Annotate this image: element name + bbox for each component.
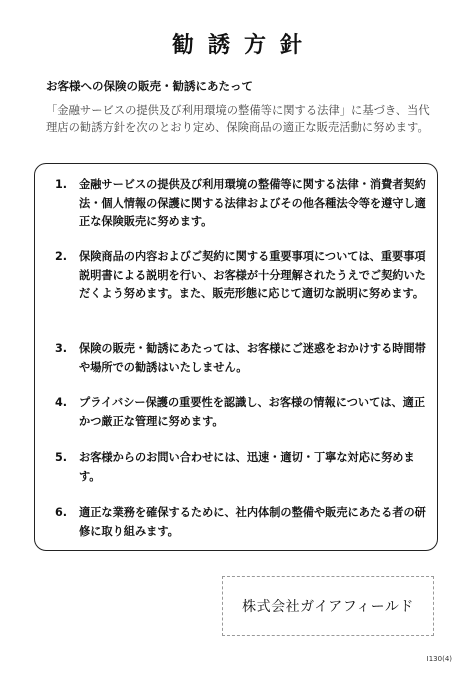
policy-item-number: 1. — [55, 178, 68, 191]
policy-item-1 — [55, 176, 427, 232]
policy-item-6 — [55, 504, 427, 541]
policy-item-2 — [55, 248, 427, 304]
policy-item-number: 3. — [55, 342, 68, 355]
policy-item-text: 適正な業務を確保するために、社内体制の整備や販売にあたる者の研修に取り組みます。 — [79, 506, 426, 538]
policy-item-3 — [55, 340, 427, 377]
company-name: 株式会社ガイアフィールド — [242, 599, 414, 615]
policy-list-box — [34, 163, 438, 551]
policy-item-text: プライバシー保護の重要性を認識し、お客様の情報については、適正かつ厳正な管理に努めます。 — [79, 396, 426, 428]
policy-item-number: 5. — [55, 451, 68, 464]
policy-item-number: 2. — [55, 250, 68, 263]
page-title: 勧誘方針 — [171, 33, 316, 58]
policy-item-number: 6. — [55, 506, 68, 519]
intro-paragraph: 「金融サービスの提供及び利用環境の整備等に関する法律」に基づき、当代理店の勧誘方針を次のとおり定め、保険商品の適正な販売活動に努めます。 — [46, 104, 430, 134]
policy-item-text: 保険の販売・勧誘にあたっては、お客様にご迷惑をおかけする時間帯や場所での勧誘はいたしません。 — [79, 342, 426, 374]
policy-item-text: 保険商品の内容およびご契約に関する重要事項については、重要事項説明書による説明を行い、お客様が十分理解されたうえでご契約いただくよう努めます。また、販売形態に応じて適切な説明に努めます。 — [79, 250, 426, 300]
policy-item-text: お客様からのお問い合わせには、迅速・適切・丁寧な対応に努めます。 — [79, 451, 415, 483]
company-name-box — [222, 576, 434, 636]
policy-item-5 — [55, 449, 427, 486]
policy-item-4 — [55, 394, 427, 431]
policy-item-text: 金融サービスの提供及び利用環境の整備等に関する法律・消費者契約法・個人情報の保護に関する法律およびその他各種法令等を遵守し適正な保険販売に努めます。 — [79, 178, 426, 228]
document-code: I130(4) — [426, 655, 452, 663]
policy-item-number: 4. — [55, 396, 68, 409]
subheading: お客様への保険の販売・勧誘にあたって — [46, 79, 253, 93]
